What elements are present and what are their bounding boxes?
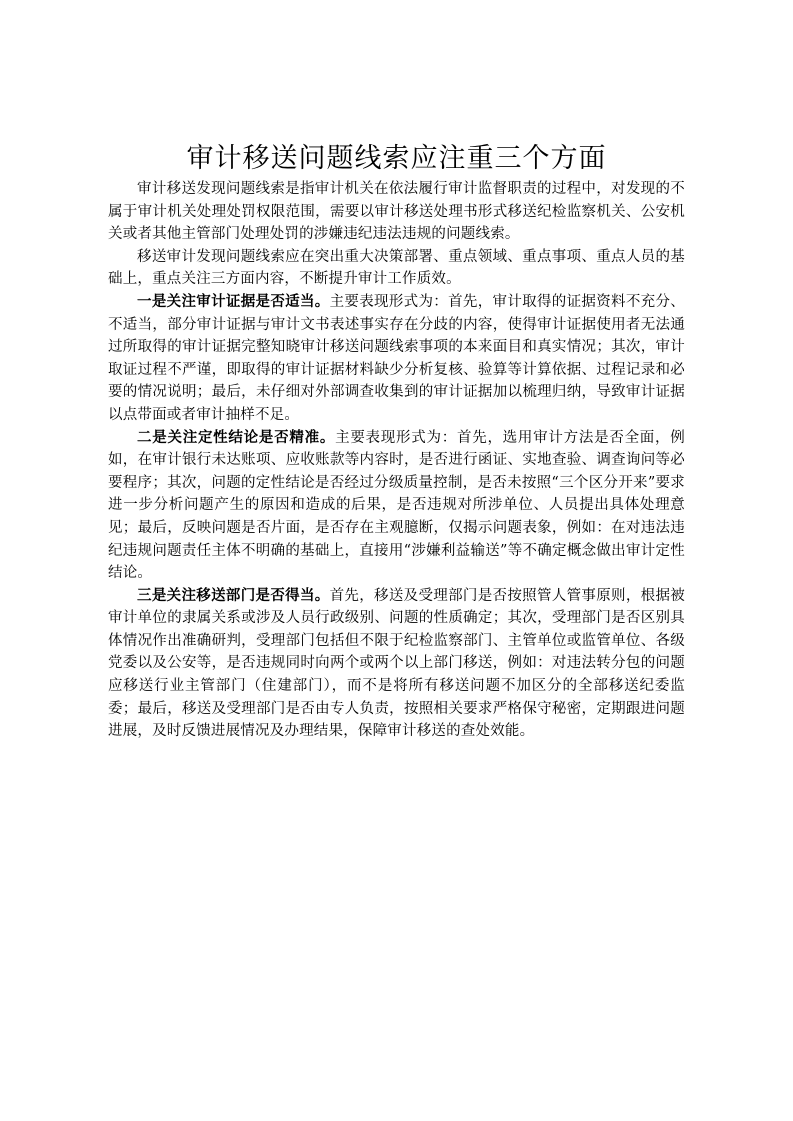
paragraph-text: 移送审计发现问题线索应在突出重大决策部署、重点领域、重点事项、重点人员的基础上，重点关注三方面内容，不断提升审计工作质效。: [108, 248, 685, 288]
paragraph-definition: [108, 178, 685, 246]
paragraph-text: 审计移送发现问题线索是指审计机关在依法履行审计监督职责的过程中，对发现的不属于审计机关处理处罚权限范围，需要以审计移送处理书形式移送纪检监察机关、公安机关或者其他主管部门处理处罚的涉嫌违纪违法违规的问题线索。: [108, 181, 685, 243]
paragraph-transfer-department: [108, 585, 685, 743]
paragraph-text: 主要表现形式为：首先，选用审计方法是否全面，例如，在审计银行未达账项、应收账款等内容时，是否进行函证、实地查验、调查询问等必要程序；其次，问题的定性结论是否经过分级质量控制，是否未按照“三个区分开来”要求进一步分析问题产生的原因和造成的后果，是否违规对所涉单位、人员提出具体处理意见；最后，反映问题是否片面，是否存在主观臆断，仅揭示问题表象，例如：在对违法违纪违规问题责任主体不明确的基础上，直接用“涉嫌利益输送”等不确定概念做出审计定性结论。: [108, 429, 685, 582]
paragraph-text: 主要表现形式为：首先，审计取得的证据资料不充分、不适当，部分审计证据与审计文书表述事实存在分歧的内容，使得审计证据使用者无法通过所取得的审计证据完整知晓审计移送问题线索事项的本来面目和真实情况；其次，审计取证过程不严谨，即取得的审计证据材料缺少分析复核、验算等计算依据、过程记录和必要的情况说明；最后，未仔细对外部调查收集到的审计证据加以梳理归纳，导致审计证据以点带面或者审计抽样不足。: [108, 293, 685, 423]
paragraph-audit-evidence: [108, 291, 685, 427]
document-page: [108, 140, 685, 743]
paragraph-lead: 二是关注定性结论是否精准。: [137, 428, 336, 446]
paragraph-conclusion: [108, 427, 685, 585]
paragraph-overview: [108, 246, 685, 291]
document-title: 审计移送问题线索应注重三个方面: [186, 143, 607, 174]
paragraph-text: 首先，移送及受理部门是否按照管人管事原则，根据被审计单位的隶属关系或涉及人员行政级别、问题的性质确定；其次，受理部门是否区别具体情况作出准确研判，受理部门包括但不限于纪检监察部门、主管单位或监管单位、各级党委以及公安等，是否违规同时向两个或两个以上部门移送，例如：对违法转分包的问题应移送行业主管部门（住建部门），而不是将所有移送问题不加区分的全部移送纪委监委；最后，移送及受理部门是否由专人负责，按照相关要求严格保守秘密，定期跟进问题进展，及时反馈进展情况及办理结果，保障审计移送的查处效能。: [108, 587, 685, 740]
paragraph-lead: 三是关注移送部门是否得当。: [137, 586, 330, 604]
paragraph-lead: 一是关注审计证据是否适当。: [137, 292, 330, 310]
